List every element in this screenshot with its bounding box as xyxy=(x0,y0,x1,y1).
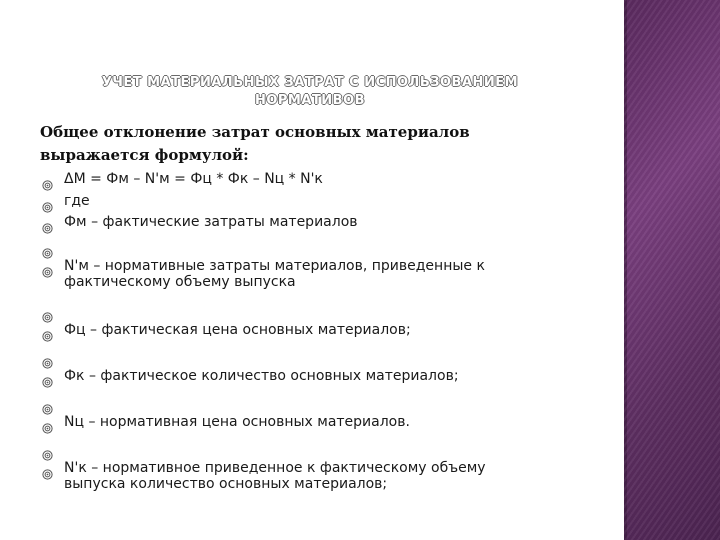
bullet-text: Фц – фактическая цена основных материалов; xyxy=(64,322,411,338)
bullet-text: Фк – фактическое количество основных материалов; xyxy=(64,368,459,384)
bullet-item xyxy=(42,171,582,193)
ornament-icon xyxy=(42,446,53,457)
bullet-item xyxy=(42,303,582,322)
bullet-item xyxy=(42,214,582,239)
bullet-text: ΔМ = Фм – N'м = Фц * Фк – Nц * N'к xyxy=(64,171,323,187)
bullet-text: Nц – нормативная цена основных материалов. xyxy=(64,414,410,430)
ornament-icon xyxy=(42,263,53,274)
bullet-item xyxy=(42,239,582,258)
slide-title xyxy=(40,74,580,110)
ornament-icon xyxy=(42,373,53,384)
bullet-item xyxy=(42,460,582,500)
bullet-item xyxy=(42,322,582,349)
ornament-icon xyxy=(42,308,53,319)
intro-line-1: Общее отклонение затрат основных материалов xyxy=(40,123,470,141)
ornament-icon xyxy=(42,219,53,230)
bullet-item xyxy=(42,349,582,368)
bullet-item xyxy=(42,368,582,395)
bullet-item xyxy=(42,395,582,414)
bullet-item xyxy=(42,193,582,214)
bullet-text: где xyxy=(64,193,90,209)
bullet-text: N'к – нормативное приведенное к фактическому объему выпуска количество основных материалов; xyxy=(64,460,486,492)
bullet-list xyxy=(42,171,582,500)
slide-title-line-2: НОРМАТИВОВ xyxy=(254,93,366,108)
bullet-item xyxy=(42,441,582,460)
bullet-text: N'м – нормативные затраты материалов, приведенные к фактическому объему выпуска xyxy=(64,258,485,290)
ornament-icon xyxy=(42,244,53,255)
bullet-item xyxy=(42,414,582,441)
ornament-icon xyxy=(42,327,53,338)
decorative-side-band xyxy=(624,0,720,540)
ornament-icon xyxy=(42,419,53,430)
ornament-icon xyxy=(42,465,53,476)
ornament-icon xyxy=(42,198,53,209)
ornament-icon xyxy=(42,400,53,411)
slide-title-line-1: УЧЕТ МАТЕРИАЛЬНЫХ ЗАТРАТ С ИСПОЛЬЗОВАНИЕМ xyxy=(101,75,519,90)
intro-text xyxy=(40,121,540,167)
bullet-item xyxy=(42,258,582,303)
bullet-text: Фм – фактические затраты материалов xyxy=(64,214,358,230)
intro-line-2: выражается формулой: xyxy=(40,146,249,164)
ornament-icon xyxy=(42,176,53,187)
ornament-icon xyxy=(42,354,53,365)
